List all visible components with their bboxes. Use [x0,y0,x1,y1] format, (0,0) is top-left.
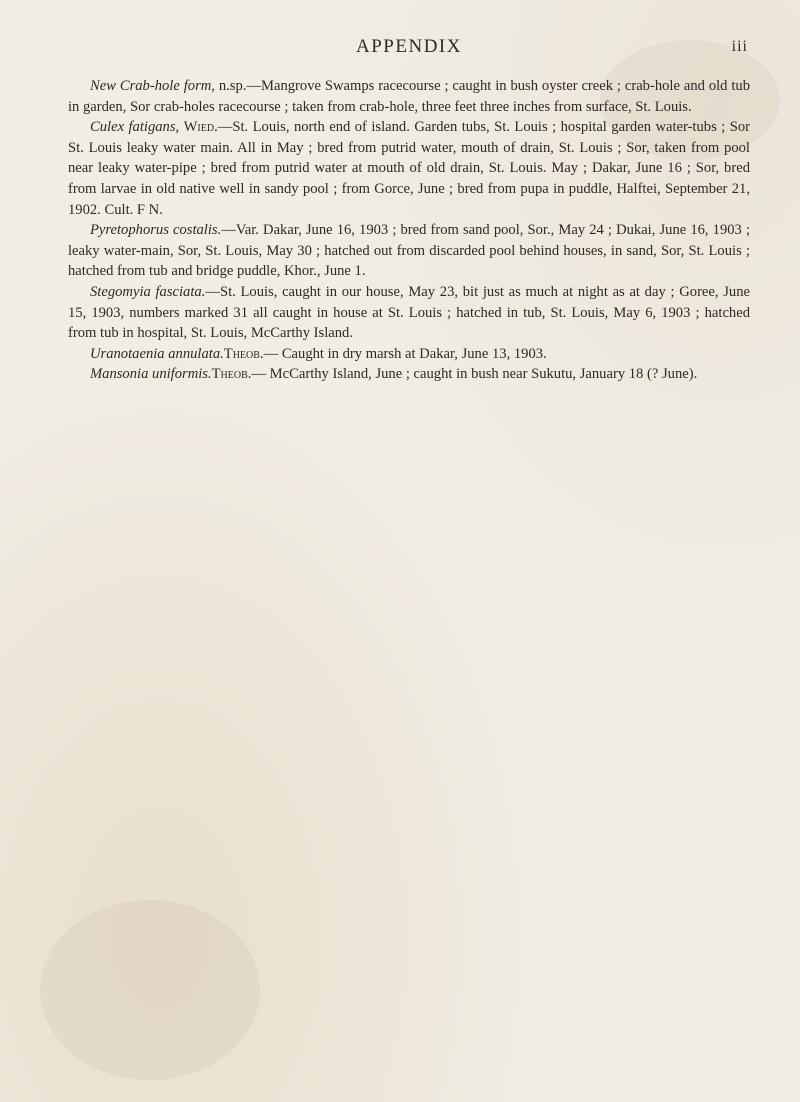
species-name: Mansonia uniformis. [90,366,212,383]
entry-pyretophorus-costalis [68,220,750,282]
species-author: Theob. [223,345,264,362]
entry-mansonia-uniformis [68,364,750,385]
entry-new-crab-hole-form [68,76,750,117]
entry-culex-fatigans [68,117,750,220]
entry-stegomyia-fasciata [68,282,750,344]
page-number: iii [731,38,748,55]
species-name: New Crab-hole form, [90,78,215,94]
entry-text: — McCarthy Island, June ; caught in bush near Sukutu, January 18 (? June). [251,366,698,383]
entry-text: — Caught in dry marsh at Dakar, June 13, 1903. [263,345,547,362]
paper-stain [40,900,260,1080]
species-name: Stegomyia fasciata. [90,283,206,300]
species-name: Pyretophorus costalis. [90,222,222,239]
species-author: Theob. [211,366,252,383]
entry-uranotaenia-annulata [68,344,750,365]
species-author: Wied. [183,119,218,136]
species-name: Uranotaenia annulata. [90,345,224,362]
body-text [68,76,750,385]
entry-text: —St. Louis, north end of island. Garden tubs, St. Louis ; hospital garden water-tubs ; Sor St. Louis leaky water main. All in May ; bred from putrid water, mouth of drain, St. Louis ; Sor, taken from pool near leaky water-pipe ; bred from putrid water at mouth of old drain, St. Louis. May ; Dakar, June 16 ; Sor, bred from larvae in old native well in sandy pool ; from Gorce, June ; bred from pupa in puddle, Halftei, September 21, 1902. Cult. F N. [68,119,750,218]
page-title: APPENDIX [356,36,462,57]
entry-text: —Var. Dakar, June 16, 1903 ; bred from sand pool, Sor., May 24 ; Dukai, June 16, 1903 ; leaky water-main, Sor, St. Louis, May 30 ; hatched out from discarded pool behind houses, in sand, Sor, St. Louis ; hatched from tub and bridge puddle, Khor., June 1. [68,222,751,280]
species-name: Culex fatigans, [90,119,180,136]
running-head [68,36,750,66]
entry-text: n.sp.—Mangrove Swamps racecourse ; caught in bush oyster creek ; crab-hole and old tub in garden, Sor crab-holes racecourse ; taken from crab-hole, three feet three inches from surface, St. Louis. [68,78,750,115]
entry-text: —St. Louis, caught in our house, May 23, bit just as much at night as at day ; Goree, June 15, 1903, numbers marked 31 all caught in house at St. Louis ; hatched in tub, St. Louis, May 6, 1903 ; hatched from tub in hospital, St. Louis, McCarthy Island. [68,283,750,342]
